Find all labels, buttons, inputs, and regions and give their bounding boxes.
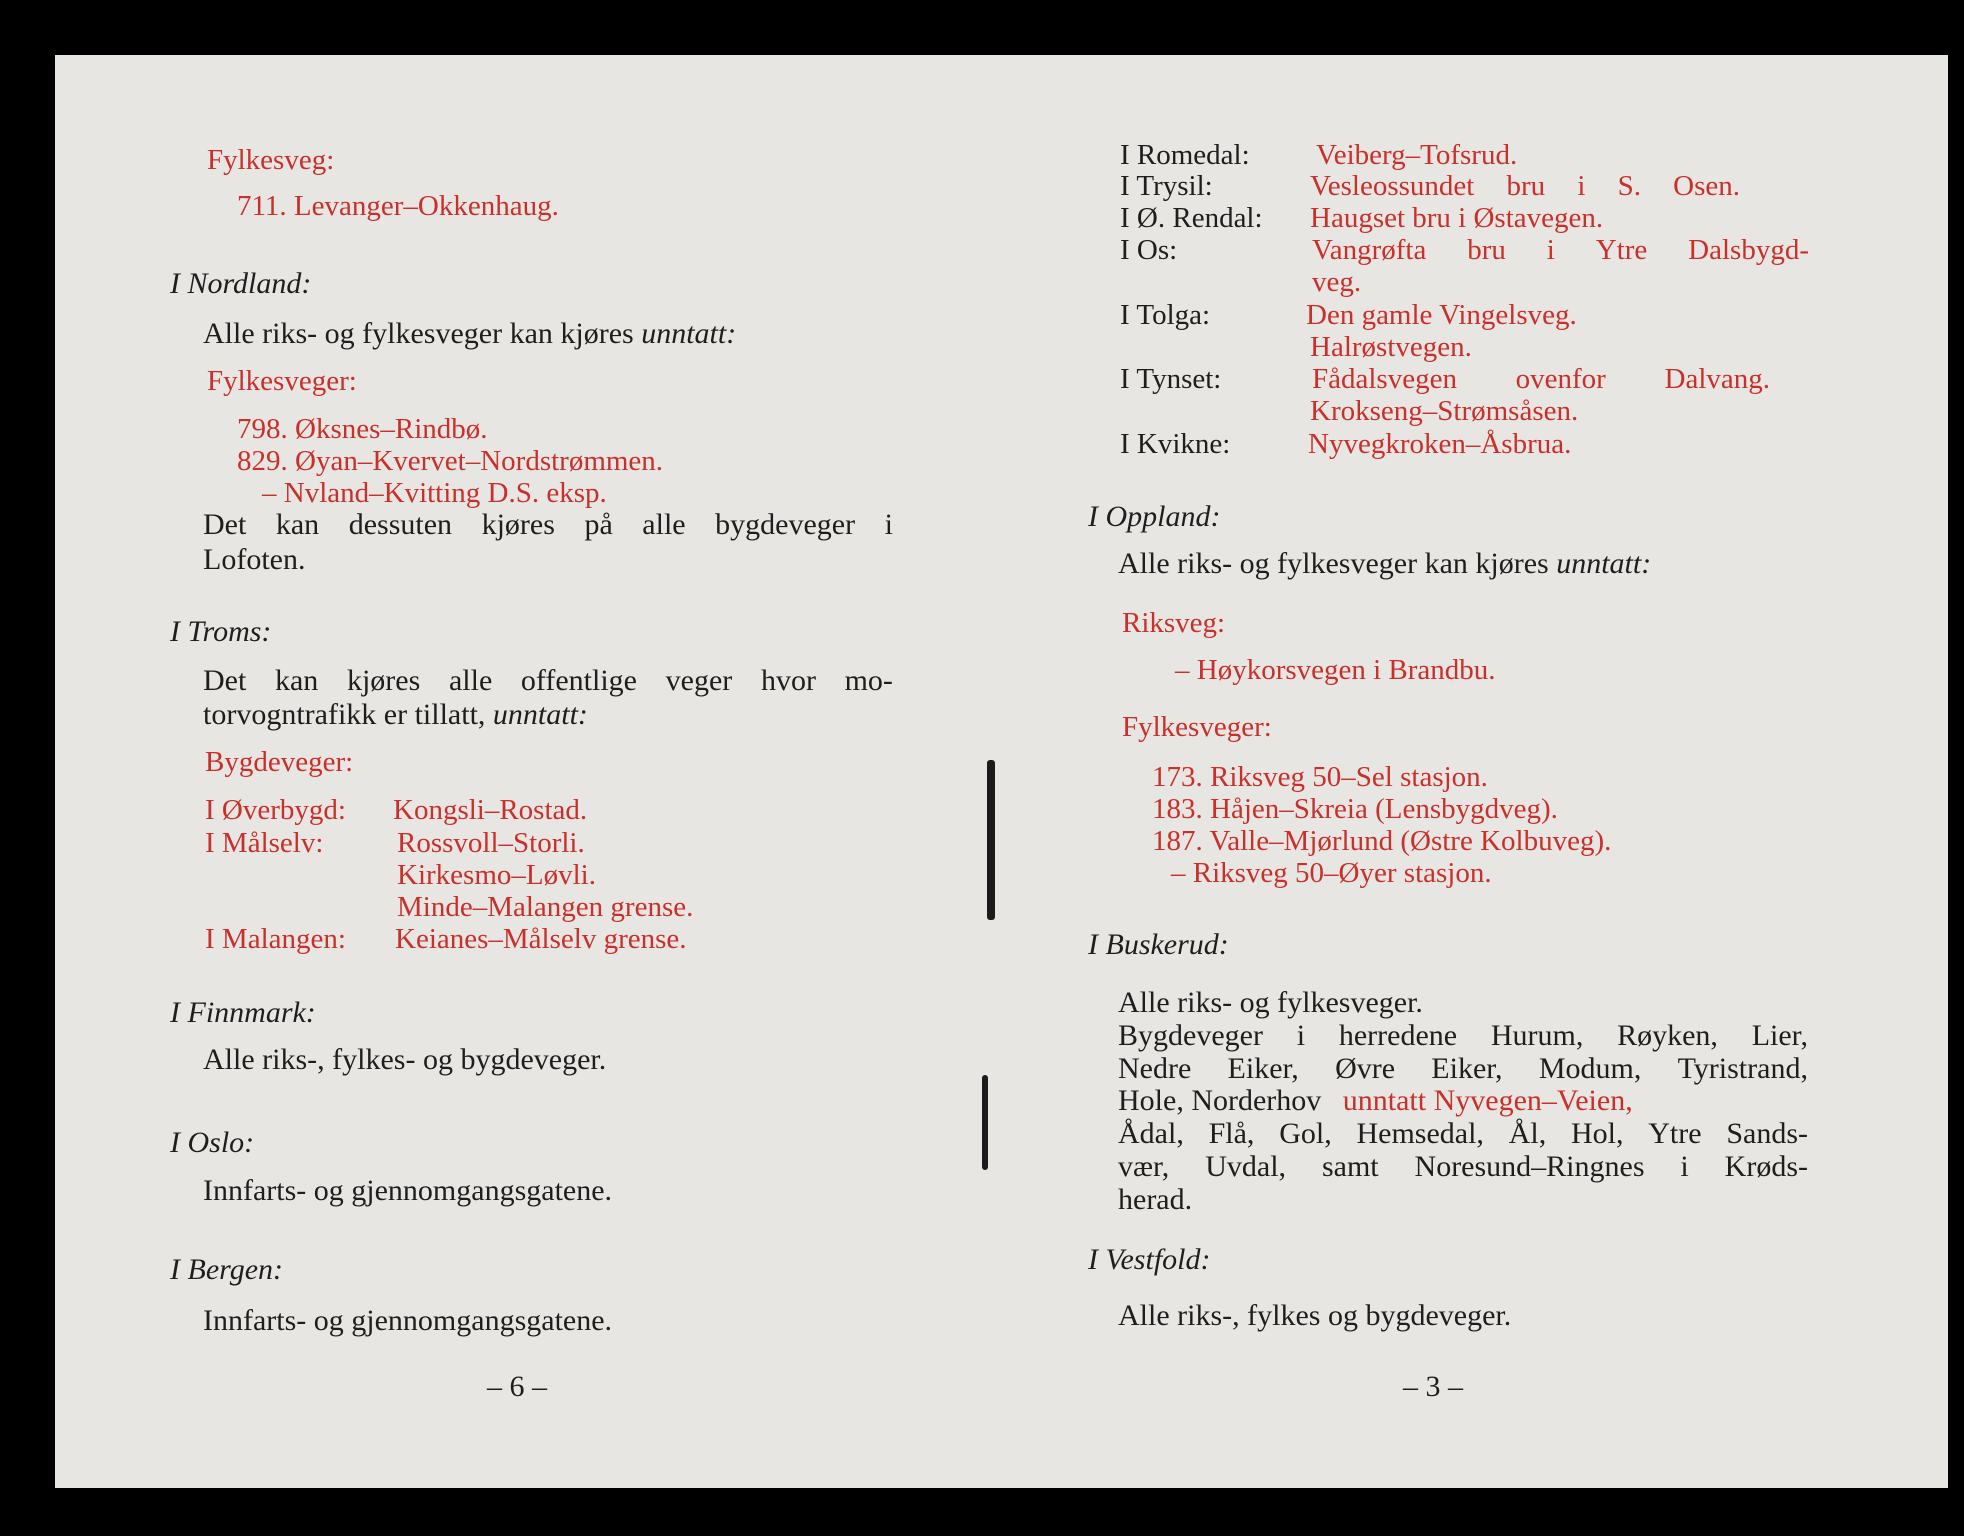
- nordland-heading: I Nordland:: [170, 267, 312, 300]
- hedmark-place-4: I Os:: [1120, 234, 1178, 266]
- hedmark-road-10: Nyvegkroken–Åsbrua.: [1308, 428, 1572, 460]
- hedmark-place-2: I Trysil:: [1120, 170, 1213, 202]
- hedmark-place-3: I Ø. Rendal:: [1120, 202, 1263, 234]
- vestfold-text: Alle riks-, fylkes og bygdeveger.: [1118, 1299, 1512, 1332]
- hedmark-road-5: veg.: [1312, 266, 1362, 298]
- hedmark-road-3: Haugset bru i Østavegen.: [1310, 202, 1604, 234]
- troms-road-4: Minde–Malangen grense.: [397, 891, 694, 923]
- oppland-intro-italic: unntatt:: [1556, 547, 1652, 580]
- oppland-item-3: 187. Valle–Mjørlund (Østre Kolbuveg).: [1152, 825, 1612, 857]
- bergen-text: Innfarts- og gjennomgangsgatene.: [203, 1304, 613, 1337]
- troms-intro-line1: Det kan kjøres alle offentlige veger hvor mo-: [203, 664, 893, 697]
- troms-road-1: Kongsli–Rostad.: [393, 794, 588, 826]
- troms-road-5: Keianes–Målselv grense.: [395, 923, 687, 955]
- troms-place-5: I Malangen:: [205, 923, 346, 955]
- oppland-riksveg-heading: Riksveg:: [1122, 607, 1226, 639]
- left-page-number: – 6 –: [487, 1370, 547, 1403]
- troms-intro-line2: [203, 700, 588, 730]
- hedmark-road-9: Krokseng–Strømsåsen.: [1310, 395, 1579, 427]
- buskerud-line1: Alle riks- og fylkesveger.: [1118, 986, 1423, 1019]
- troms-road-3: Kirkesmo–Løvli.: [397, 859, 596, 891]
- troms-heading: I Troms:: [170, 615, 272, 648]
- hedmark-place-10: I Kvikne:: [1120, 428, 1231, 460]
- buskerud-line4-text: Hole, Norderhov: [1118, 1084, 1322, 1117]
- buskerud-line4-red: unntatt Nyvegen–Veien,: [1342, 1084, 1633, 1117]
- hedmark-road-2: Vesleossundet bru i S. Osen.: [1310, 170, 1740, 202]
- vestfold-heading: I Vestfold:: [1088, 1243, 1211, 1276]
- nordland-item-1: 798. Øksnes–Rindbø.: [237, 413, 488, 445]
- oppland-intro: [1118, 549, 1651, 579]
- finnmark-heading: I Finnmark:: [170, 996, 316, 1029]
- troms-intro-text: torvogntrafikk er tillatt,: [203, 698, 486, 731]
- hedmark-place-8: I Tynset:: [1120, 363, 1222, 395]
- hedmark-place-6: I Tolga:: [1120, 299, 1211, 331]
- hedmark-place-1: I Romedal:: [1120, 139, 1250, 171]
- troms-place-2: I Målselv:: [205, 827, 324, 859]
- hedmark-road-4: Vangrøfta bru i Ytre Dalsbygd-: [1312, 234, 1809, 266]
- buskerud-line3: Nedre Eiker, Øvre Eiker, Modum, Tyristrand,: [1118, 1052, 1808, 1085]
- oppland-item-4: – Riksveg 50–Øyer stasjon.: [1171, 857, 1492, 889]
- buskerud-line5: Ådal, Flå, Gol, Hemsedal, Ål, Hol, Ytre Sands-: [1118, 1117, 1808, 1150]
- oppland-item-2: 183. Håjen–Skreia (Lensbygdveg).: [1152, 793, 1558, 825]
- nordland-item-2: 829. Øyan–Kvervet–Nordstrømmen.: [237, 445, 664, 477]
- oppland-fylkesveger-heading: Fylkesveger:: [1122, 711, 1272, 743]
- oppland-item-1: 173. Riksveg 50–Sel stasjon.: [1152, 761, 1488, 793]
- buskerud-line4: [1118, 1086, 1633, 1116]
- finnmark-text: Alle riks-, fylkes- og bygdeveger.: [203, 1043, 607, 1076]
- buskerud-heading: I Buskerud:: [1088, 928, 1229, 961]
- bergen-heading: I Bergen:: [170, 1253, 283, 1286]
- troms-place-1: I Øverbygd:: [205, 794, 346, 826]
- oppland-intro-text: Alle riks- og fylkesveger kan kjøres: [1118, 547, 1549, 580]
- oslo-text: Innfarts- og gjennomgangsgatene.: [203, 1174, 613, 1207]
- nordland-intro-text: Alle riks- og fylkesveger kan kjøres: [203, 317, 634, 350]
- hedmark-road-6: Den gamle Vingelsveg.: [1306, 299, 1577, 331]
- hedmark-road-8: Fådalsvegen ovenfor Dalvang.: [1312, 363, 1770, 395]
- right-page-number: – 3 –: [1403, 1370, 1463, 1403]
- oppland-heading: I Oppland:: [1088, 500, 1221, 533]
- page-fold: [987, 760, 995, 920]
- page-fold-lower: [982, 1075, 988, 1170]
- buskerud-line7: herad.: [1118, 1183, 1193, 1216]
- nordland-note-line1: Det kan dessuten kjøres på alle bygdeveger i: [203, 508, 893, 541]
- nordland-intro: [203, 319, 736, 349]
- hedmark-road-1: Veiberg–Tofsrud.: [1316, 139, 1518, 171]
- buskerud-line2: Bygdeveger i herredene Hurum, Røyken, Lier,: [1118, 1019, 1808, 1052]
- nordland-intro-italic: unntatt:: [641, 317, 737, 350]
- oslo-heading: I Oslo:: [170, 1126, 255, 1159]
- troms-subheading: Bygdeveger:: [205, 746, 354, 778]
- fylkesveg-item: 711. Levanger–Okkenhaug.: [237, 190, 559, 222]
- fylkesveg-heading: Fylkesveg:: [207, 144, 335, 176]
- troms-road-2: Rossvoll–Storli.: [397, 827, 585, 859]
- nordland-note-line2: Lofoten.: [203, 543, 306, 576]
- nordland-item-3: – Nvland–Kvitting D.S. eksp.: [262, 477, 607, 509]
- buskerud-line6: vær, Uvdal, samt Noresund–Ringnes i Krøds-: [1118, 1150, 1808, 1183]
- nordland-subheading: Fylkesveger:: [207, 365, 357, 397]
- oppland-riksveg-item: – Høykorsvegen i Brandbu.: [1175, 654, 1496, 686]
- hedmark-road-7: Halrøstvegen.: [1310, 331, 1472, 363]
- troms-intro-italic: unntatt:: [492, 698, 588, 731]
